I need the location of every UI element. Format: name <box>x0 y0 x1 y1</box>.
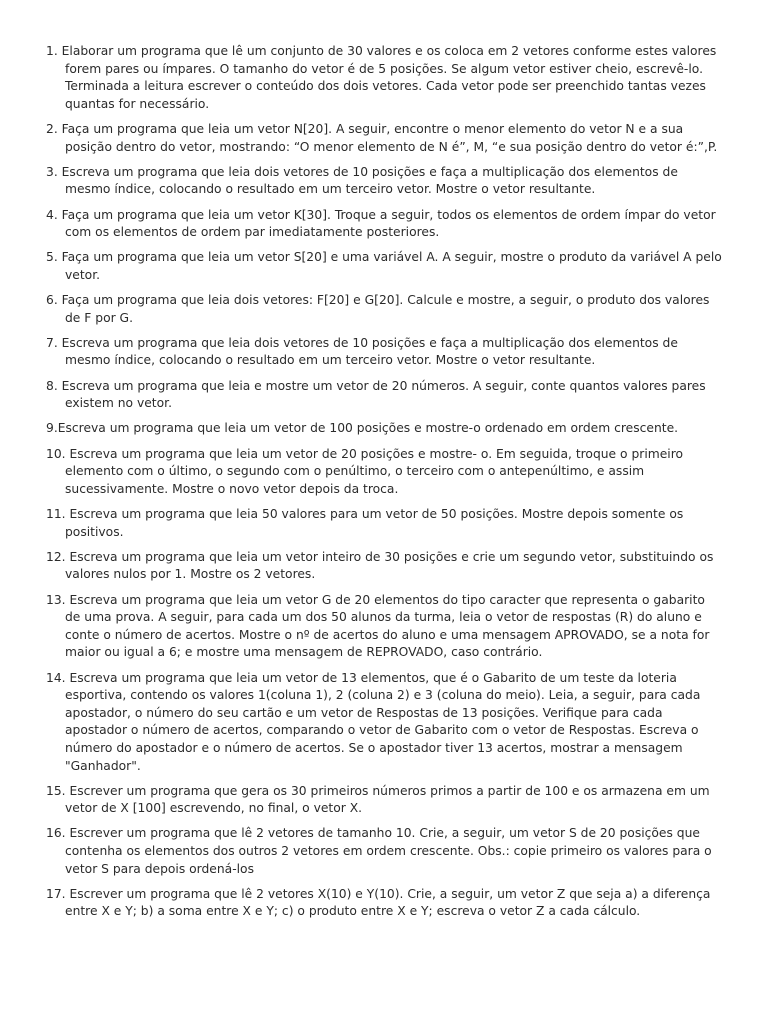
exercise-10: 10. Escreva um programa que leia um vetor de 20 posições e mostre- o. Em seguida, troque o primeiro elemento com o último, o segundo com o penúltimo, o terceiro com o antepenúltimo, e assim sucessivamente. Mostre o novo vetor depois da troca. <box>46 446 684 496</box>
exercise-11: 11. Escreva um programa que leia 50 valores para um vetor de 50 posições. Mostre depois somente os positivos. <box>46 507 684 539</box>
exercise-8: 8. Escreva um programa que leia e mostre um vetor de 20 números. A seguir, conte quantos valores pares existem no vetor. <box>46 378 706 411</box>
exercise-12: 12. Escreva um programa que leia um vetor inteiro de 30 posições e crie um segundo vetor, substituindo os valores nulos por 1. Mostre os 2 vetores. <box>46 549 714 582</box>
exercise-17: 17. Escrever um programa que lê 2 vetores X(10) e Y(10). Crie, a seguir, um vetor Z que seja a) a diferença entre X e Y; b) a soma entre X e Y; c) o produto entre X e Y; escreva o vetor Z a cada cálculo. <box>46 886 711 919</box>
exercise-1: 1. Elaborar um programa que lê um conjunto de 30 valores e os coloca em 2 vetores conforme estes valores forem pares ou ímpares. O tamanho do vetor é de 5 posições. Se algum vetor estiver cheio, escrevê-lo. Terminada a leitura escrever o conteúdo dos dois vetores. Cada vetor pode ser preenchido tantas vezes quantas for necessário. <box>46 44 717 111</box>
exercise-5: 5. Faça um programa que leia um vetor S[20] e uma variável A. A seguir, mostre o produto da variável A pelo vetor. <box>46 250 722 282</box>
exercise-16: 16. Escrever um programa que lê 2 vetores de tamanho 10. Crie, a seguir, um vetor S de 20 posições que contenha os elementos dos outros 2 vetores em ordem crescente. Obs.: copie primeiro os valores para o vetor S para depois ordená-los <box>46 826 712 876</box>
exercise-7: 7. Escreva um programa que leia dois vetores de 10 posições e faça a multiplicação dos elementos de mesmo índice, colocando o resultado em um terceiro vetor. Mostre o vetor resultante. <box>46 335 678 368</box>
exercise-6: 6. Faça um programa que leia dois vetores: F[20] e G[20]. Calcule e mostre, a seguir, o produto dos valores de F por G. <box>46 293 710 325</box>
exercise-15: 15. Escrever um programa que gera os 30 primeiros números primos a partir de 100 e os armazena em um vetor de X [100] escrevendo, no final, o vetor X. <box>46 783 710 816</box>
exercise-14: 14. Escreva um programa que leia um vetor de 13 elementos, que é o Gabarito de um teste da loteria esportiva, contendo os valores 1(coluna 1), 2 (coluna 2) e 3 (coluna do meio). Leia, a seguir, para cada apostador, o número do seu cartão e um vetor de Respostas de 13 posições. Verifique para cada apostador o número de acertos, comparando o vetor de Gabarito com o vetor de Respostas. Escreva o número do apostador e o número de acertos. Se o apostador tiver 13 acertos, mostrar a mensagem "Ganhador". <box>46 670 701 773</box>
exercise-4: 4. Faça um programa que leia um vetor K[30]. Troque a seguir, todos os elementos de ordem ímpar do vetor com os elementos de ordem par imediatamente posteriores. <box>46 207 716 240</box>
exercise-9: 9.Escreva um programa que leia um vetor de 100 posições e mostre-o ordenado em ordem crescente. <box>46 421 679 436</box>
exercise-2: 2. Faça um programa que leia um vetor N[20]. A seguir, encontre o menor elemento do vetor N e a sua posição dentro do vetor, mostrando: “O menor elemento de N é”, M, “e sua posição dentro do vetor é:”,P. <box>46 121 718 154</box>
exercise-list <box>46 43 724 929</box>
exercise-3: 3. Escreva um programa que leia dois vetores de 10 posições e faça a multiplicação dos elementos de mesmo índice, colocando o resultado em um terceiro vetor. Mostre o vetor resultante. <box>46 164 678 197</box>
exercise-13: 13. Escreva um programa que leia um vetor G de 20 elementos do tipo caracter que representa o gabarito de uma prova. A seguir, para cada um dos 50 alunos da turma, leia o vetor de respostas (R) do aluno e conte o número de acertos. Mostre o nº de acertos do aluno e uma mensagem APROVADO, se a nota for maior ou igual a 6; e mostre uma mensagem de REPROVADO, caso contrário. <box>46 592 710 660</box>
